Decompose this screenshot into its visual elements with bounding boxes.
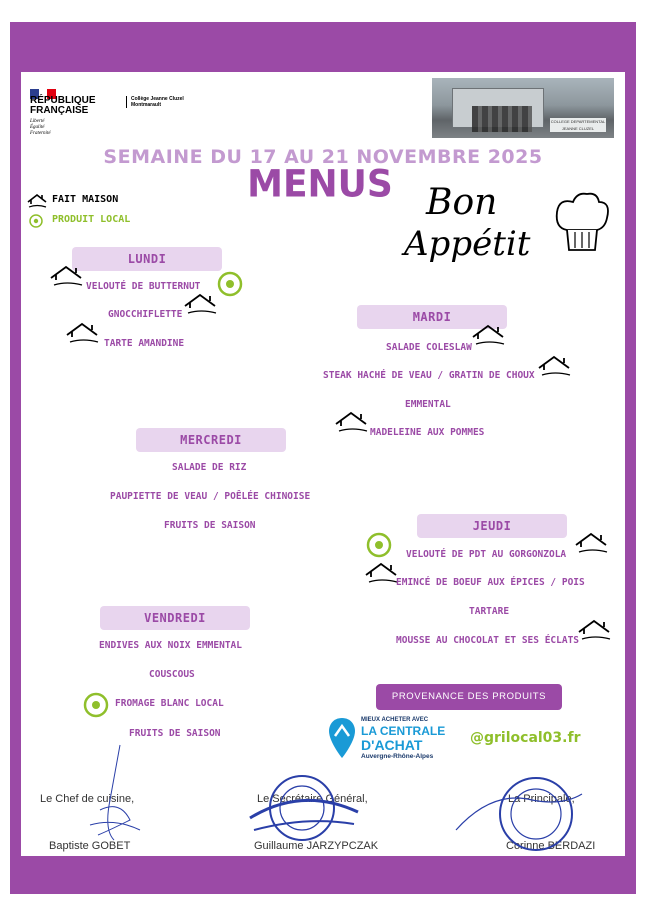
menu-item: ENDIVES AUX NOIX EMMENTAL: [99, 640, 242, 651]
motto-liberte: Liberté: [30, 119, 45, 124]
local-product-icon: [216, 270, 244, 298]
appetit-text: Appétit: [404, 224, 531, 264]
chef-name: Baptiste GOBET: [49, 840, 131, 852]
school-name: Collège Jeanne Cluzel: [131, 96, 184, 102]
la-centrale-logo: [327, 714, 447, 764]
school-stamp: [246, 766, 362, 850]
school-city: Montmarault: [131, 102, 161, 108]
day-header-tuesday: MARDI: [357, 305, 507, 329]
principal-name: Corinne BERDAZI: [506, 840, 596, 852]
day-header-friday: VENDREDI: [100, 606, 250, 630]
house-icon: [572, 530, 612, 556]
day-header-thursday: JEUDI: [417, 514, 567, 538]
school-photo: [432, 78, 614, 138]
local-product-icon: [82, 691, 110, 719]
menu-item: TARTARE: [469, 606, 510, 617]
menu-item: TARTE AMANDINE: [104, 338, 185, 349]
house-icon: [64, 320, 102, 346]
bon-appetit: [404, 182, 554, 272]
motto-egalite: Égalité: [30, 125, 45, 130]
menu-item: EMMENTAL: [405, 399, 451, 410]
legend-homemade: FAIT MAISON: [52, 194, 119, 205]
local-product-icon: [365, 531, 393, 559]
menu-item: MOUSSE AU CHOCOLAT ET SES ÉCLATS: [396, 635, 580, 646]
legend-local: PRODUIT LOCAL: [52, 214, 131, 225]
chef-title: Le Chef de cuisine,: [40, 793, 135, 805]
frame-top: [10, 22, 636, 72]
menu-item: VELOUTÉ DE PDT AU GORGONZOLA: [406, 549, 567, 560]
photo-sign-line-2: JEANNE CLUZEL: [561, 126, 595, 131]
republic-line-2: FRANÇAISE: [30, 105, 89, 116]
week-title: SEMAINE DU 17 AU 21 NOVEMBRE 2025: [103, 146, 543, 168]
menu-item: FROMAGE BLANC LOCAL: [115, 698, 224, 709]
house-icon: [26, 192, 48, 210]
house-icon: [48, 263, 86, 289]
chef-hat-icon: [553, 190, 611, 258]
house-icon: [470, 322, 508, 348]
house-icon: [332, 409, 372, 435]
house-icon: [535, 353, 575, 379]
menu-item: FRUITS DE SAISON: [129, 728, 221, 739]
chef-signature: [80, 740, 150, 850]
menu-item: COUSCOUS: [149, 669, 195, 680]
house-icon: [575, 617, 615, 643]
photo-sign-line-1: COLLEGE DEPARTEMENTAL: [550, 119, 606, 124]
photo-sign: [550, 118, 606, 132]
menu-item: MADELEINE AUX POMMES: [370, 427, 485, 438]
frame-right: [625, 22, 636, 882]
secretary-title: Le Secrétaire Général,: [257, 793, 368, 805]
menus-title: MENUS: [247, 162, 393, 207]
republic-logo: [30, 96, 110, 116]
centrale-tagline: MIEUX ACHETER AVEC: [361, 717, 429, 723]
map-pin-icon: [327, 716, 357, 760]
centrale-name-2: D'ACHAT: [361, 737, 423, 753]
menu-item: GNOCCHIFLETTE: [108, 309, 183, 320]
centrale-name-1: LA CENTRALE: [361, 724, 446, 738]
republic-motto: [30, 119, 70, 137]
principal-title: La Principale,: [508, 793, 575, 805]
menu-item: VELOUTÉ DE BUTTERNUT: [86, 281, 201, 292]
day-header-wednesday: MERCREDI: [136, 428, 286, 452]
provenance-label: PROVENANCE DES PRODUITS: [376, 684, 562, 710]
menu-item: FRUITS DE SAISON: [164, 520, 256, 531]
bon-text: Bon: [426, 182, 498, 223]
grilocal-logo: @grilocal03.fr: [470, 730, 581, 746]
menu-item: PAUPIETTE DE VEAU / POÊLÉE CHINOISE: [110, 491, 311, 502]
secretary-name: Guillaume JARZYPCZAK: [254, 840, 379, 852]
local-product-icon: [29, 214, 43, 228]
day-header-monday: LUNDI: [72, 247, 222, 271]
frame-left: [10, 22, 21, 882]
republic-line-1: RÉPUBLIQUE: [30, 95, 96, 106]
menu-item: SALADE DE RIZ: [172, 462, 247, 473]
menu-item: STEAK HACHÉ DE VEAU / GRATIN DE CHOUX: [323, 370, 535, 381]
house-icon: [182, 291, 220, 317]
menu-item: EMINCÉ DE BOEUF AUX ÉPICES / POIS: [396, 577, 585, 588]
motto-fraternite: Fraternité: [30, 131, 51, 136]
centrale-region: Auvergne-Rhône-Alpes: [361, 753, 434, 760]
photo-people: [472, 106, 532, 132]
menu-item: SALADE COLESLAW: [386, 342, 472, 353]
frame-bottom: [10, 856, 636, 894]
school-name-block: [126, 96, 184, 108]
french-flag-icon: [30, 84, 56, 94]
school-stamp: [452, 770, 592, 858]
